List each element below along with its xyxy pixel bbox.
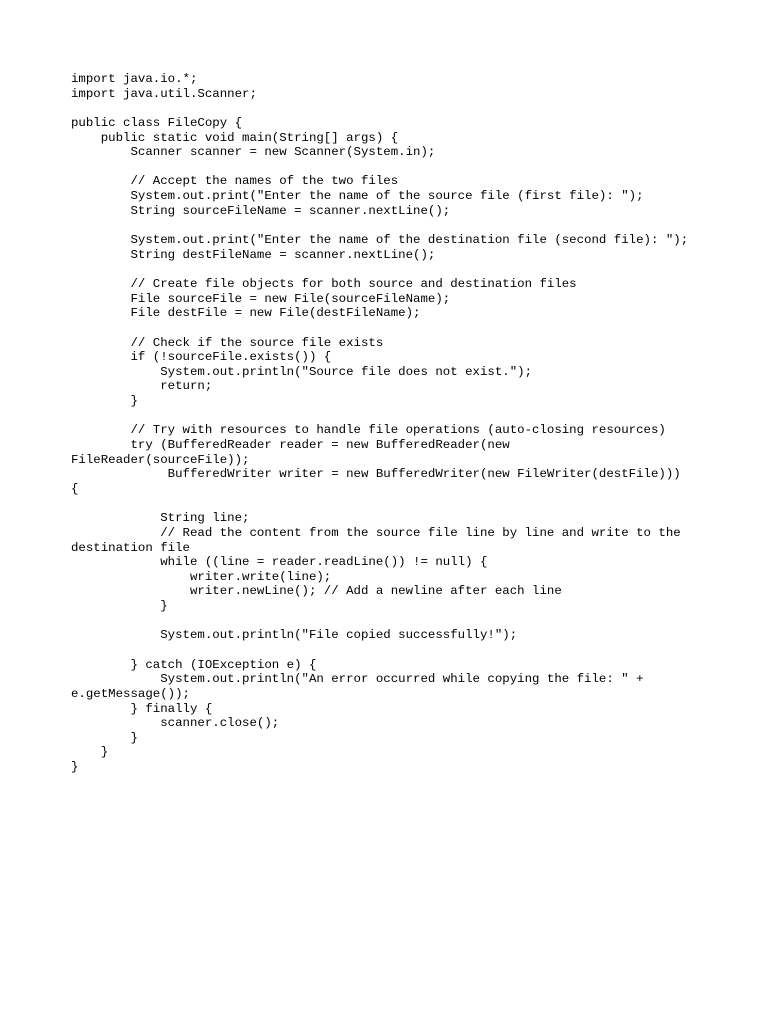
code-line: BufferedWriter writer = new BufferedWriter(new FileWriter(destFile))) xyxy=(71,467,681,482)
code-line xyxy=(71,497,731,512)
code-line: import java.io.*; xyxy=(71,72,198,86)
code-line: File sourceFile = new File(sourceFileName); xyxy=(71,291,451,306)
code-line: System.out.print("Enter the name of the destination file (second file): "); xyxy=(71,233,689,248)
code-line xyxy=(71,160,731,175)
code-line xyxy=(71,614,731,629)
code-line: public class FileCopy { xyxy=(71,115,243,130)
code-line: } finally { xyxy=(71,701,213,716)
code-line: // Check if the source file exists xyxy=(71,335,384,350)
code-line xyxy=(71,262,731,277)
code-line: e.getMessage()); xyxy=(71,686,190,701)
code-line: } xyxy=(71,730,138,745)
code-line: // Read the content from the source file line by line and write to the xyxy=(71,525,681,540)
code-line: destination file xyxy=(71,540,190,555)
code-line: writer.write(line); xyxy=(71,569,332,584)
code-line: System.out.println("Source file does not exist."); xyxy=(71,364,533,379)
code-line xyxy=(71,321,731,336)
code-line: public static void main(String[] args) { xyxy=(71,130,399,145)
code-line xyxy=(71,409,731,424)
code-line: writer.newLine(); // Add a newline after each line xyxy=(71,584,562,599)
code-block xyxy=(71,72,731,775)
code-line: while ((line = reader.readLine()) != null) { xyxy=(71,555,488,570)
code-line: // Create file objects for both source and destination files xyxy=(71,276,577,291)
code-line: } xyxy=(71,599,168,614)
code-line: System.out.println("An error occurred while copying the file: " + xyxy=(71,672,644,687)
code-line: try (BufferedReader reader = new BufferedReader(new xyxy=(71,438,510,453)
code-line: // Accept the names of the two files xyxy=(71,174,399,189)
code-line: String line; xyxy=(71,511,250,526)
code-line: } xyxy=(71,760,79,775)
code-line: } catch (IOException e) { xyxy=(71,657,317,672)
code-line: File destFile = new File(destFileName); xyxy=(71,306,421,321)
code-line: System.out.println("File copied successfully!"); xyxy=(71,628,518,643)
code-line: System.out.print("Enter the name of the source file (first file): "); xyxy=(71,189,644,204)
code-line xyxy=(71,643,731,658)
code-line: scanner.close(); xyxy=(71,716,280,731)
code-line: // Try with resources to handle file operations (auto-closing resources) xyxy=(71,423,666,438)
code-line: } xyxy=(71,745,109,760)
code-line: FileReader(sourceFile)); xyxy=(71,452,250,467)
code-line xyxy=(71,218,731,233)
code-line: import java.util.Scanner; xyxy=(71,86,257,101)
code-line: return; xyxy=(71,379,213,394)
code-line: String destFileName = scanner.nextLine(); xyxy=(71,247,436,262)
code-line: if (!sourceFile.exists()) { xyxy=(71,350,332,365)
code-line: String sourceFileName = scanner.nextLine(); xyxy=(71,203,451,218)
code-line: Scanner scanner = new Scanner(System.in); xyxy=(71,145,436,160)
code-line: } xyxy=(71,394,138,409)
code-line: { xyxy=(71,481,79,496)
code-line xyxy=(71,101,731,116)
